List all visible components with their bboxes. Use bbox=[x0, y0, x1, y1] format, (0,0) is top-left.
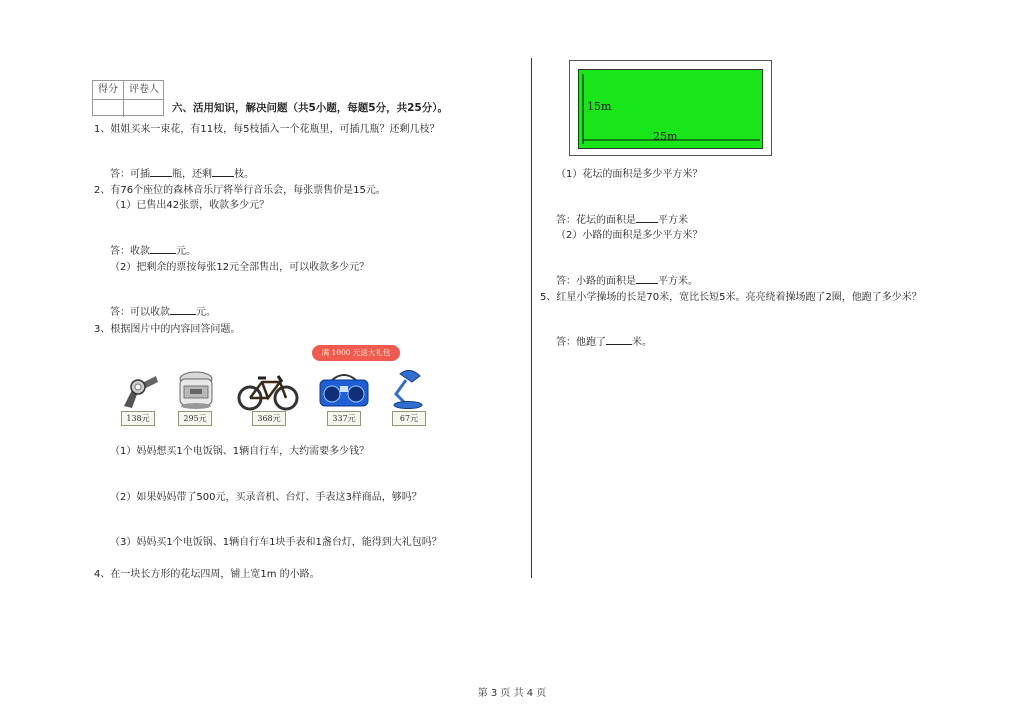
watch-icon bbox=[118, 372, 162, 410]
question-3-sub3: （3）妈妈买1个电饭锅、1辆自行车1块手表和1盏台灯，能得到大礼包吗？ bbox=[110, 537, 442, 548]
question-3-sub2: （2）如果妈妈带了500元，买录音机、台灯、手表这3样商品，够吗？ bbox=[110, 492, 422, 503]
answer-suffix: 元。 bbox=[196, 307, 216, 318]
radio-icon bbox=[318, 372, 370, 410]
answer-mid: 瓶，还剩 bbox=[172, 169, 212, 180]
answer-prefix: 答：收款 bbox=[110, 246, 150, 257]
price-tag-lamp: 67元 bbox=[392, 411, 426, 426]
question-2-sub1: （1）已售出42张票，收款多少元？ bbox=[110, 200, 270, 211]
question-3-text: 3、根据图片中的内容回答问题。 bbox=[94, 324, 241, 335]
answer-prefix: 答：小路的面积是 bbox=[556, 276, 636, 287]
question-5-answer bbox=[556, 333, 652, 348]
answer-suffix: 元。 bbox=[176, 246, 196, 257]
page-footer: 第 3 页 共 4 页 bbox=[477, 688, 547, 699]
answer-prefix: 答：他跑了 bbox=[556, 337, 606, 348]
question-1-answer bbox=[110, 165, 254, 180]
question-2-answer2 bbox=[110, 303, 216, 318]
grader-label: 评卷人 bbox=[124, 81, 164, 100]
answer-suffix: 平方米。 bbox=[658, 276, 698, 287]
answer-prefix: 答：可以收款 bbox=[110, 307, 170, 318]
section-title: 六、活用知识，解决问题（共5小题，每题5分，共25分）。 bbox=[172, 102, 448, 114]
answer-blank[interactable] bbox=[150, 167, 172, 177]
bicycle-icon bbox=[236, 370, 300, 412]
garden-diagram bbox=[569, 60, 772, 156]
answer-suffix: 枝。 bbox=[234, 169, 254, 180]
length-label: 25m bbox=[653, 130, 678, 143]
answer-blank[interactable] bbox=[636, 274, 658, 284]
price-tag-rice-cooker: 295元 bbox=[178, 411, 212, 426]
answer-blank[interactable] bbox=[212, 167, 234, 177]
width-label: 15m bbox=[587, 100, 612, 113]
score-table-divider bbox=[123, 99, 124, 117]
answer-prefix: 答：可插 bbox=[110, 169, 150, 180]
question-3-sub1: （1）妈妈想买1个电饭锅、1辆自行车，大约需要多少钱？ bbox=[110, 446, 370, 457]
question-2-sub2: （2）把剩余的票按每张12元全部售出，可以收款多少元？ bbox=[110, 262, 370, 273]
answer-blank[interactable] bbox=[606, 335, 632, 345]
question-4-sub1: （1）花坛的面积是多少平方米？ bbox=[556, 169, 703, 180]
answer-blank[interactable] bbox=[150, 244, 176, 254]
rice-cooker-icon bbox=[176, 370, 216, 412]
question-4-sub2: （2）小路的面积是多少平方米？ bbox=[556, 230, 703, 241]
price-tag-watch: 138元 bbox=[121, 411, 155, 426]
score-label: 得分 bbox=[93, 81, 124, 100]
answer-blank[interactable] bbox=[170, 305, 196, 315]
answer-suffix: 平方米 bbox=[658, 215, 688, 226]
desk-lamp-icon bbox=[386, 366, 430, 410]
question-2-answer1 bbox=[110, 242, 196, 257]
column-divider bbox=[531, 58, 532, 578]
flower-bed bbox=[578, 69, 763, 149]
question-5-text: 5、红星小学操场的长是70米，宽比长短5米。亮亮绕着操场跑了2圈，他跑了多少米？ bbox=[540, 292, 922, 303]
question-1-text: 1、姐姐买来一束花，有11枝，每5枝插入一个花瓶里，可插几瓶？还剩几枝？ bbox=[94, 124, 440, 135]
price-tag-radio: 337元 bbox=[327, 411, 361, 426]
gift-banner: 满 1000 元送大礼包 bbox=[312, 345, 400, 361]
question-4-answer2 bbox=[556, 272, 698, 287]
answer-blank[interactable] bbox=[636, 213, 658, 223]
question-4-answer1 bbox=[556, 211, 688, 226]
question-4-text: 4、在一块长方形的花坛四周，铺上宽1m 的小路。 bbox=[94, 569, 320, 580]
price-tag-bicycle: 368元 bbox=[252, 411, 286, 426]
score-table bbox=[92, 80, 164, 116]
question-2-text: 2、有76个座位的森林音乐厅将举行音乐会，每张票售价是15元。 bbox=[94, 185, 386, 196]
answer-prefix: 答：花坛的面积是 bbox=[556, 215, 636, 226]
answer-suffix: 米。 bbox=[632, 337, 652, 348]
